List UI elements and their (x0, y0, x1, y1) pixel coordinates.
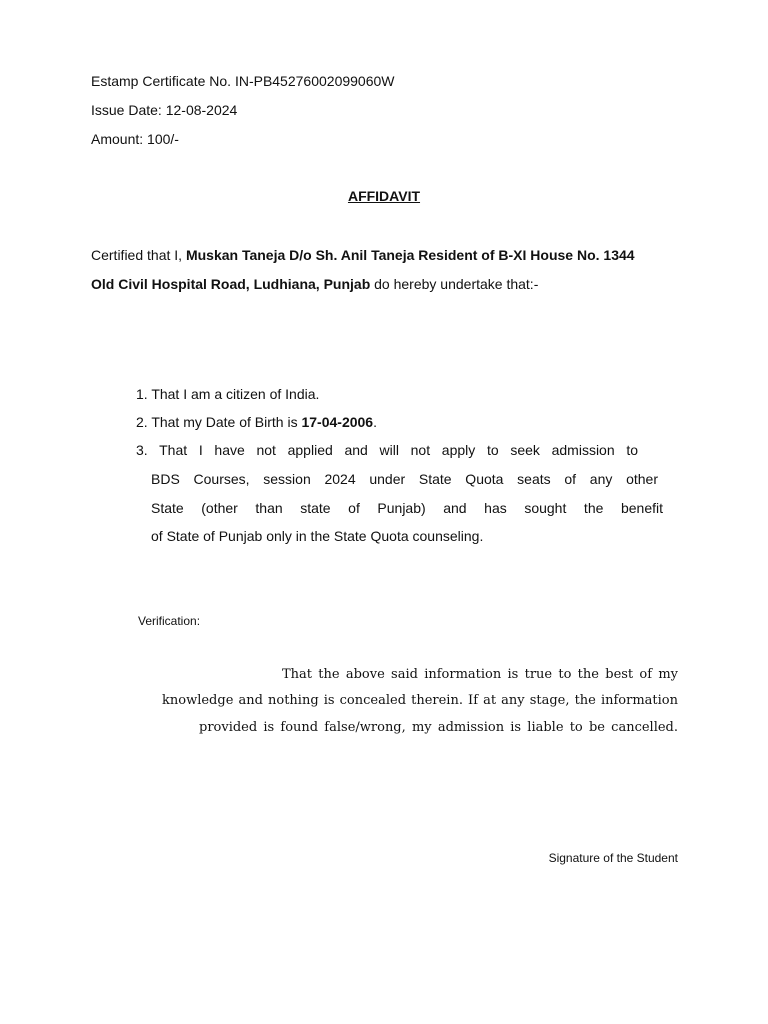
certificate-number: Estamp Certificate No. IN-PB45276002099060W (91, 73, 395, 89)
list-item-3-line-1: 3. That I have not applied and will not apply to seek admission to (136, 442, 638, 458)
verification-line-2: knowledge and nothing is concealed therein. If at any stage, the information (162, 693, 678, 708)
intro-suffix: do hereby undertake that:- (370, 276, 539, 292)
list-item-3-line-3: State (other than state of Punjab) and has sought the benefit (151, 500, 663, 516)
list-item-3-line-4: of State of Punjab only in the State Quota counseling. (151, 528, 484, 544)
verification-line-3: provided is found false/wrong, my admission is liable to be cancelled. (199, 720, 678, 735)
issue-date: Issue Date: 12-08-2024 (91, 102, 238, 118)
list-item-1: 1. That I am a citizen of India. (136, 386, 320, 402)
list-item-2 (136, 414, 377, 430)
document-title: AFFIDAVIT (347, 188, 421, 204)
date-of-birth: 17-04-2006 (301, 414, 374, 430)
verification-line-1: That the above said information is true to the best of my (282, 667, 678, 682)
amount: Amount: 100/- (91, 131, 179, 147)
intro-line-1 (91, 247, 635, 263)
list-item-3-line-2: BDS Courses, session 2024 under State Quota seats of any other (151, 471, 658, 487)
signature-label: Signature of the Student (548, 851, 678, 865)
intro-address-cont: Old Civil Hospital Road, Ludhiana, Punjab (91, 276, 371, 292)
verification-label: Verification: (138, 614, 201, 628)
intro-name-address: Muskan Taneja D/o Sh. Anil Taneja Resident of B-XI House No. 1344 (185, 247, 635, 263)
list-item-2-prefix: 2. That my Date of Birth is (136, 414, 302, 430)
intro-prefix: Certified that I, (91, 247, 186, 263)
intro-line-2 (91, 276, 538, 292)
list-item-2-suffix: . (373, 414, 377, 430)
